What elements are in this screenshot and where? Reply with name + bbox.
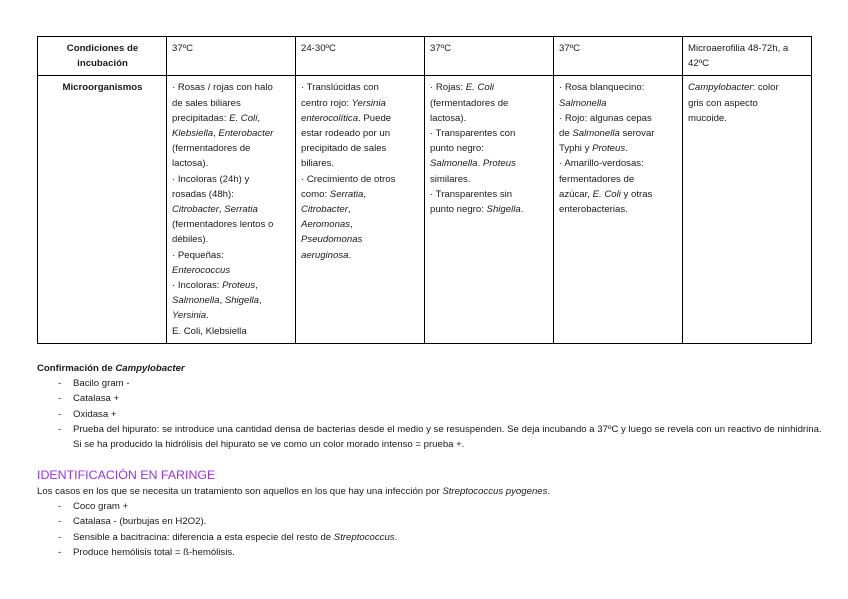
italic-run: Klebsiella <box>172 128 214 140</box>
table-cell <box>683 76 812 343</box>
text-run: mucoide. <box>688 112 727 124</box>
table-cell <box>296 37 425 76</box>
text-run: . <box>547 486 551 497</box>
cell-line <box>430 96 549 111</box>
campylobacter-list <box>37 376 822 452</box>
italic-run: Campylobacter <box>688 82 753 94</box>
text-run: azúcar, <box>559 188 593 200</box>
text-run: · Rosas / rojas con halo <box>172 82 273 94</box>
row-header-line: incubación <box>77 58 128 70</box>
cell-line <box>172 248 291 263</box>
list-item <box>37 407 822 422</box>
cell-line <box>559 111 678 126</box>
cell-line <box>301 141 420 156</box>
text-run: lactosa). <box>172 158 209 170</box>
cell-line <box>172 232 291 247</box>
cell-line <box>301 126 420 141</box>
text-run: , <box>350 219 353 231</box>
text-run: gris con aspecto <box>688 97 758 109</box>
row-header-line: Condiciones de <box>66 43 139 54</box>
text-run: Sensible a bacitracina: diferencia a esta especie del resto de <box>73 531 334 543</box>
text-run: . <box>520 204 524 216</box>
text-run: Confirmación de <box>37 363 116 374</box>
text-run: . <box>206 310 209 322</box>
table-row <box>38 76 812 343</box>
cell-line <box>172 324 291 339</box>
text-run: 37ºC <box>559 43 581 54</box>
text-run: centro rojo: <box>301 97 352 109</box>
cell-line <box>172 293 291 308</box>
text-run: . <box>394 531 398 543</box>
cell-line <box>172 111 291 126</box>
cell-line <box>688 56 807 71</box>
italic-run: E. Coli <box>592 188 621 200</box>
table-cell <box>554 37 683 76</box>
faringe-section <box>37 466 822 560</box>
table-cell <box>167 37 296 76</box>
cell-line <box>559 172 678 187</box>
cell-line <box>301 41 420 56</box>
italic-run: Salmonella <box>172 295 220 307</box>
cell-line <box>301 202 420 217</box>
text-run: · Amarillo-verdosas: <box>559 158 644 170</box>
cell-line <box>301 172 420 187</box>
text-run: · Translúcidas con <box>301 82 379 94</box>
cell-line <box>172 308 291 323</box>
cell-line <box>688 96 807 111</box>
cell-line <box>301 111 420 126</box>
text-run: Catalasa + <box>73 393 120 405</box>
text-run: 37ºC <box>430 43 452 54</box>
list-item <box>37 391 822 406</box>
text-run: : color <box>752 82 779 94</box>
text-run: Microaerofilia 48-72h, a <box>688 43 789 54</box>
text-run: como: <box>301 188 330 200</box>
text-run: (fermentadores de <box>430 97 509 109</box>
text-run: Bacilo gram - <box>73 378 130 390</box>
text-run: lactosa). <box>430 112 467 124</box>
italic-run: E. Coli <box>229 112 258 124</box>
cell-line <box>430 141 549 156</box>
text-run: · Transparentes sin <box>430 188 513 200</box>
cell-line <box>301 232 420 247</box>
text-run: (fermentadores lentos o <box>172 219 274 231</box>
italic-run: Salmonella <box>559 97 607 109</box>
table-cell <box>425 37 554 76</box>
italic-run: Salmonella <box>430 158 478 170</box>
text-run: · Incoloras: <box>172 280 223 292</box>
cell-line <box>430 126 549 141</box>
text-run: , <box>219 295 225 307</box>
italic-run: Campylobacter <box>115 363 185 374</box>
incubation-table-body <box>38 37 812 344</box>
cell-line <box>172 96 291 111</box>
text-run: precipitado de sales <box>301 143 387 155</box>
text-run: 42ºC <box>688 58 710 70</box>
cell-line <box>172 141 291 156</box>
faringe-intro <box>37 484 822 499</box>
italic-run: Shigella <box>486 204 521 216</box>
cell-line <box>172 41 291 56</box>
text-run: 37ºC <box>172 43 194 54</box>
text-run: débiles). <box>172 234 209 246</box>
cell-line <box>559 80 678 95</box>
row-header <box>38 37 167 76</box>
italic-run: Proteus <box>222 280 256 292</box>
italic-run: Yersinia <box>172 310 207 322</box>
italic-run: Enterococcus <box>172 264 231 276</box>
cell-line <box>559 141 678 156</box>
italic-run: Citrobacter <box>301 204 348 216</box>
text-run: serovar <box>619 128 655 140</box>
text-run: · Transparentes con <box>430 128 516 140</box>
cell-line <box>172 156 291 171</box>
cell-line <box>430 172 549 187</box>
text-run: Oxidasa + <box>73 408 117 420</box>
italic-run: Salmonella <box>572 128 620 140</box>
text-run: de sales biliares <box>172 97 241 109</box>
cell-line <box>301 187 420 202</box>
text-run: Prueba del hipurato: se introduce una cantidad densa de bacterias desde el medio y se resuspenden. Se deja incubando a 37ºC y luego se revela con un reactivo de ninhidrina. Si se ha producido la hidrólisis del hipurato se ve como un color morado intenso = prueba +. <box>73 423 822 451</box>
cell-line <box>559 126 678 141</box>
cell-line <box>172 263 291 278</box>
text-run: , <box>257 112 260 124</box>
cell-line <box>430 111 549 126</box>
italic-run: enterocolítica <box>301 112 359 124</box>
list-item <box>37 422 822 452</box>
italic-run: Streptococcus pyogenes <box>442 486 548 497</box>
table-cell <box>425 76 554 343</box>
faringe-heading: IDENTIFICACIÓN EN FARINGE <box>37 468 216 482</box>
text-run: punto negro: <box>430 204 487 216</box>
italic-run: Pseudomonas <box>301 234 363 246</box>
italic-run: aeruginosa <box>301 249 349 261</box>
cell-line <box>430 202 549 217</box>
text-run: , <box>218 204 225 216</box>
text-run: · Pequeñas: <box>172 249 224 261</box>
italic-run: Enterobacter <box>218 128 274 140</box>
italic-run: Proteus <box>482 158 516 170</box>
list-item <box>37 545 822 560</box>
text-run: , <box>347 204 351 216</box>
cell-line <box>559 96 678 111</box>
text-run: · Incoloras (24h) y <box>172 173 250 185</box>
cell-line <box>430 156 549 171</box>
list-item <box>37 530 822 545</box>
text-run: Coco gram + <box>73 501 129 513</box>
cell-line <box>688 111 807 126</box>
list-item <box>37 376 822 391</box>
text-run: · Rosa blanquecino: <box>559 82 645 94</box>
text-run: enterobacterias. <box>559 204 628 216</box>
list-item <box>37 514 822 529</box>
text-run: punto negro: <box>430 143 484 155</box>
incubation-table <box>37 36 812 344</box>
text-run: . <box>625 143 628 155</box>
row-header-line: Microorganismos <box>62 82 143 94</box>
text-run: E. Coli, Klebsiella <box>172 325 247 337</box>
campylobacter-title <box>37 361 822 376</box>
italic-run: Shigella <box>224 295 259 307</box>
cell-line <box>172 202 291 217</box>
cell-line <box>559 187 678 202</box>
text-run: similares. <box>430 173 471 185</box>
cell-line <box>301 80 420 95</box>
cell-line <box>559 202 678 217</box>
cell-line <box>301 248 420 263</box>
italic-run: Aeromonas <box>301 219 351 231</box>
text-run: fermentadores de <box>559 173 635 185</box>
cell-line <box>172 278 291 293</box>
text-run: Typhi y <box>559 143 593 155</box>
campylobacter-confirmation <box>37 361 822 452</box>
faringe-list <box>37 499 822 560</box>
text-run: y otras <box>620 188 653 200</box>
cell-line <box>172 187 291 202</box>
cell-line <box>688 41 807 56</box>
text-run: , <box>213 128 219 140</box>
cell-line <box>430 187 549 202</box>
text-run: , <box>363 188 367 200</box>
text-run: . Puede <box>358 112 392 124</box>
text-run: 24-30ºC <box>301 43 336 54</box>
cell-line <box>688 80 807 95</box>
cell-line <box>430 41 549 56</box>
row-header <box>38 76 167 343</box>
table-cell <box>554 76 683 343</box>
text-run: · Rojas: <box>430 82 466 94</box>
cell-line <box>430 80 549 95</box>
italic-run: Streptococcus <box>333 531 395 543</box>
cell-line <box>172 172 291 187</box>
italic-run: E. Coli <box>465 82 494 94</box>
table-cell <box>683 37 812 76</box>
italic-run: Proteus <box>592 143 626 155</box>
list-item <box>37 499 822 514</box>
cell-line <box>301 96 420 111</box>
table-cell <box>167 76 296 343</box>
cell-line <box>301 156 420 171</box>
text-run: de <box>559 128 573 140</box>
text-run: · Crecimiento de otros <box>301 173 396 185</box>
text-run: rosadas (48h): <box>172 188 234 200</box>
italic-run: Yersinia <box>351 97 386 109</box>
cell-line <box>172 80 291 95</box>
text-run: , <box>255 280 258 292</box>
cell-line <box>172 126 291 141</box>
cell-line <box>301 217 420 232</box>
text-run: Produce hemólisis total = ß-hemólisis. <box>73 546 235 558</box>
italic-run: Serratia <box>329 188 364 200</box>
text-run: Catalasa - (burbujas en H2O2). <box>73 516 207 528</box>
text-run: · Rojo: algunas cepas <box>559 112 652 124</box>
text-run: Los casos en los que se necesita un tratamiento son aquellos en los que hay una infección por <box>37 486 443 497</box>
cell-line <box>559 156 678 171</box>
text-run: biliares. <box>301 158 335 170</box>
text-run: (fermentadores de <box>172 143 251 155</box>
italic-run: Serratia <box>224 204 258 216</box>
text-run: . <box>348 249 352 261</box>
cell-line <box>172 217 291 232</box>
cell-line <box>559 41 678 56</box>
text-run: estar rodeado por un <box>301 128 391 140</box>
table-row <box>38 37 812 76</box>
text-run: . <box>477 158 483 170</box>
italic-run: Citrobacter <box>172 204 219 216</box>
text-run: precipitadas: <box>172 112 230 124</box>
table-cell <box>296 76 425 343</box>
text-run: , <box>258 295 262 307</box>
